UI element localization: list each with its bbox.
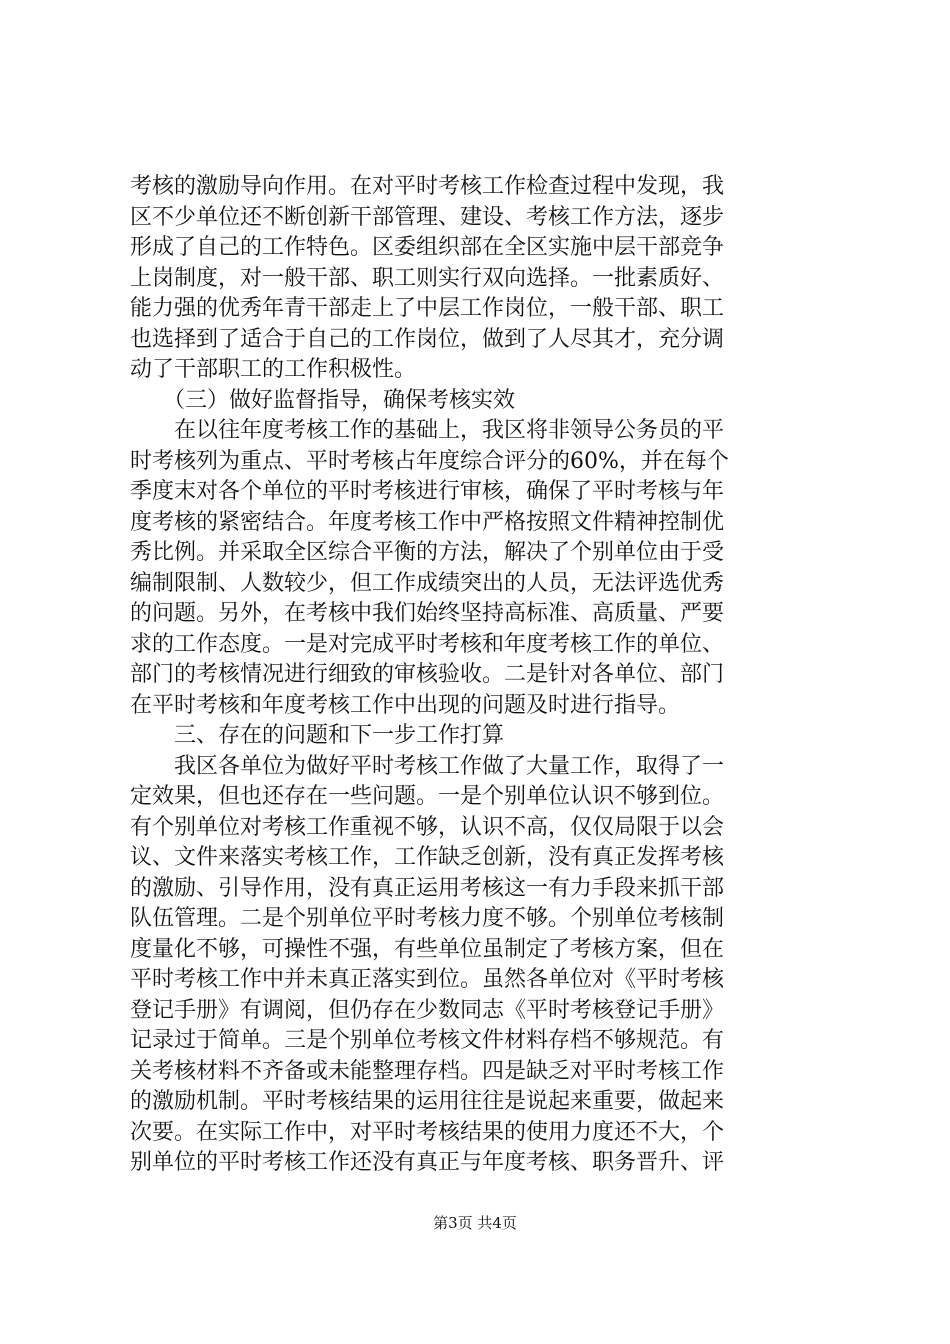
document-body — [130, 172, 830, 1179]
text-line: 三、存在的问题和下一步工作打算 — [130, 723, 505, 748]
text-line: 的激励、引导作用，没有真正运用考核这一有力手段来抓干部 — [130, 875, 725, 901]
text-line: 定效果，但也还存在一些问题。一是个别单位认识不够到位。 — [130, 784, 725, 809]
text-line: 上岗制度，对一般干部、职工则实行双向选择。一批素质好、 — [130, 265, 725, 291]
text-line: 的激励机制。平时考核结果的运用往往是说起来重要，做起来 — [130, 1089, 725, 1114]
text-line: 动了干部职工的工作积极性。 — [130, 357, 417, 382]
text-line: 记录过于简单。三是个别单位考核文件材料存档不够规范。有 — [130, 1028, 725, 1053]
text-line: 度考核的紧密结合。年度考核工作中严格按照文件精神控制优 — [130, 509, 725, 535]
text-line: 季度末对各个单位的平时考核进行审核，确保了平时考核与年 — [130, 479, 725, 504]
text-line: 次要。在实际工作中，对平时考核结果的使用力度还不大，个 — [130, 1119, 725, 1145]
text-line: 我区各单位为做好平时考核工作做了大量工作，取得了一 — [130, 753, 725, 779]
text-line: 队伍管理。二是个别单位平时考核力度不够。个别单位考核制 — [130, 906, 725, 931]
text-line: 秀比例。并采取全区综合平衡的方法，解决了个别单位由于受 — [130, 540, 725, 565]
page-number-footer: 第3页 共4页 — [433, 1214, 517, 1232]
text-line: 有个别单位对考核工作重视不够，认识不高，仅仅局限于以会 — [130, 814, 725, 840]
text-line: 考核的激励导向作用。在对平时考核工作检查过程中发现，我 — [130, 174, 725, 199]
text-line: 登记手册》有调阅，但仍存在少数同志《平时考核登记手册》 — [130, 997, 725, 1023]
text-line: 时考核列为重点、平时考核占年度综合评分的60%，并在每个 — [130, 448, 729, 474]
text-line: 在平时考核和年度考核工作中出现的问题及时进行指导。 — [130, 692, 681, 718]
text-line: 也选择到了适合于自己的工作岗位，做到了人尽其才，充分调 — [130, 326, 725, 352]
text-line: 编制限制、人数较少，但工作成绩突出的人员，无法评选优秀 — [130, 570, 725, 596]
text-line: 别单位的平时考核工作还没有真正与年度考核、职务晋升、评 — [130, 1150, 725, 1175]
text-line: 部门的考核情况进行细致的审核验收。二是针对各单位、部门 — [130, 662, 725, 687]
text-line: 在以往年度考核工作的基础上，我区将非领导公务员的平 — [130, 418, 725, 443]
text-line: 求的工作态度。一是对完成平时考核和年度考核工作的单位、 — [130, 631, 725, 657]
text-line: （三）做好监督指导，确保考核实效 — [130, 387, 516, 413]
text-line: 关考核材料不齐备或未能整理存档。四是缺乏对平时考核工作 — [130, 1058, 725, 1084]
text-line: 形成了自己的工作特色。区委组织部在全区实施中层干部竞争 — [130, 235, 725, 260]
text-line: 平时考核工作中并未真正落实到位。虽然各单位对《平时考核 — [130, 967, 725, 992]
text-line: 议、文件来落实考核工作，工作缺乏创新，没有真正发挥考核 — [130, 845, 725, 870]
text-line: 区不少单位还不断创新干部管理、建设、考核工作方法，逐步 — [130, 204, 725, 230]
text-line: 的问题。另外，在考核中我们始终坚持高标准、高质量、严要 — [130, 601, 725, 626]
text-line: 能力强的优秀年青干部走上了中层工作岗位，一般干部、职工 — [130, 296, 725, 321]
text-line: 度量化不够，可操性不强，有些单位虽制定了考核方案，但在 — [130, 936, 725, 962]
